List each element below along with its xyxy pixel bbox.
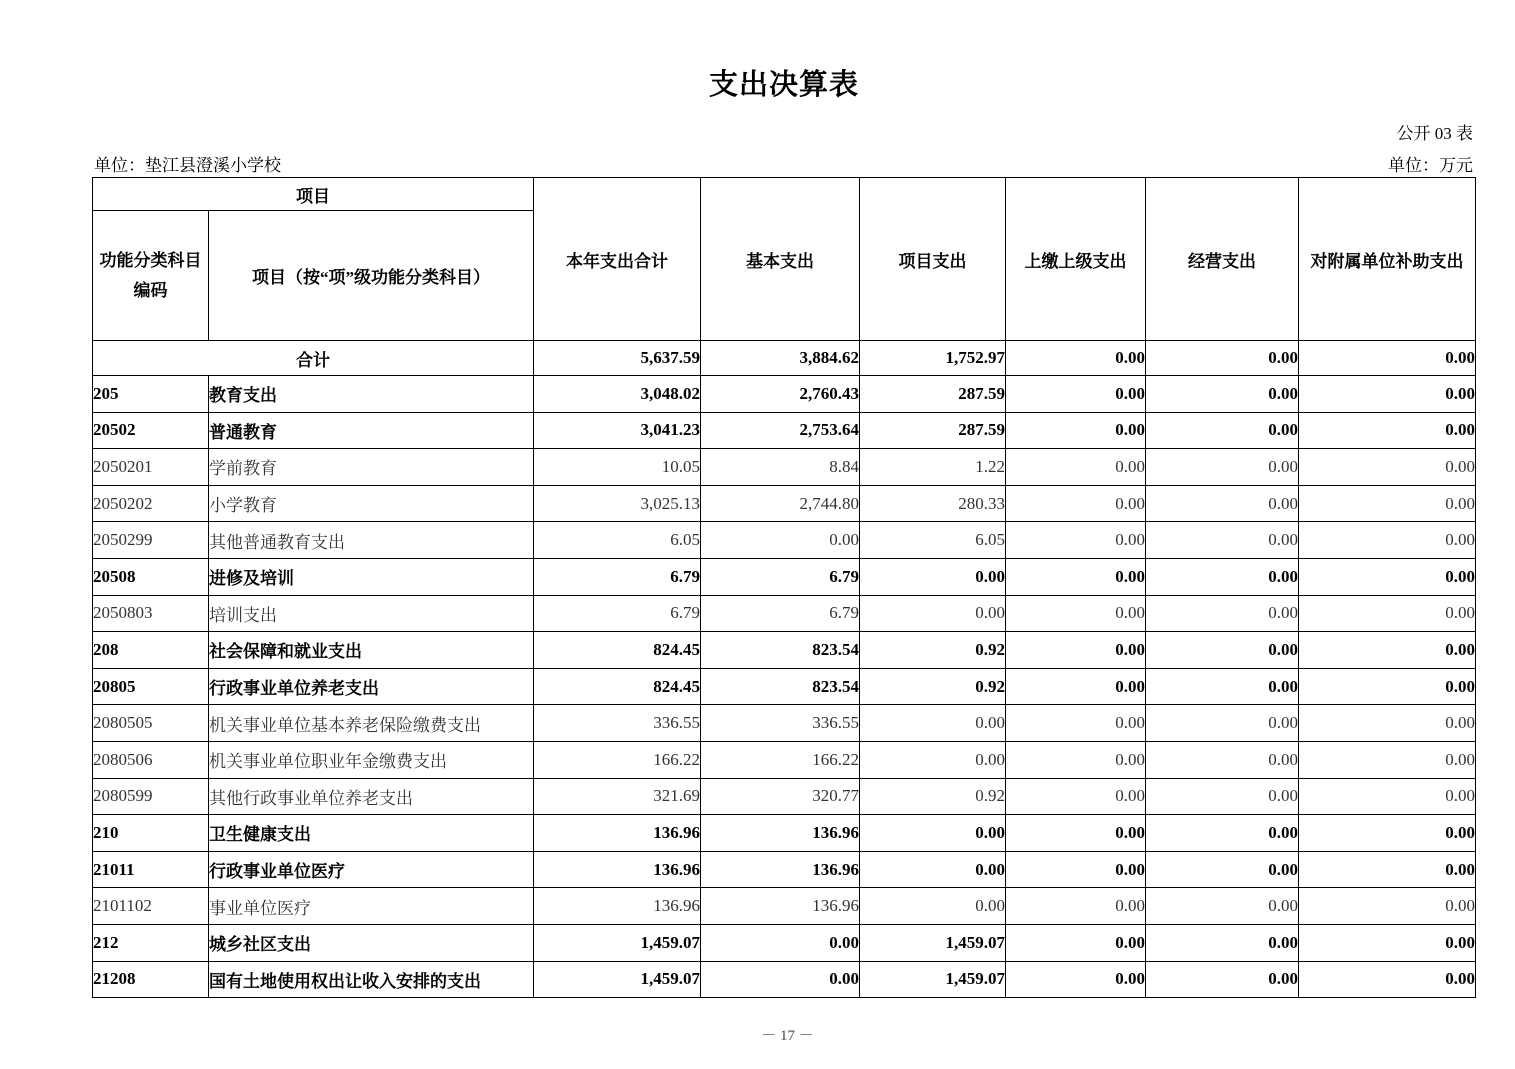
header-total: 本年支出合计 bbox=[534, 178, 701, 341]
row-value: 320.77 bbox=[701, 778, 860, 815]
row-value: 0.00 bbox=[1006, 778, 1146, 815]
row-value: 0.92 bbox=[860, 778, 1006, 815]
header-name: 项目（按“项”级功能分类科目） bbox=[209, 211, 534, 341]
row-value: 0.00 bbox=[1146, 778, 1299, 815]
row-value: 0.00 bbox=[860, 558, 1006, 595]
row-value: 0.00 bbox=[1006, 595, 1146, 632]
unit-name: 单位：垫江县澄溪小学校 bbox=[94, 156, 281, 175]
row-value: 0.00 bbox=[1146, 851, 1299, 888]
total-cell: 0.00 bbox=[1299, 341, 1476, 376]
row-code: 2080505 bbox=[93, 705, 209, 742]
page-title: 支出决算表 bbox=[708, 69, 859, 101]
row-name: 普通教育 bbox=[209, 412, 534, 449]
row-value: 0.00 bbox=[1299, 412, 1476, 449]
row-value: 336.55 bbox=[534, 705, 701, 742]
row-code: 2080506 bbox=[93, 741, 209, 778]
row-value: 1.22 bbox=[860, 449, 1006, 486]
row-value: 0.00 bbox=[1299, 632, 1476, 669]
table-row bbox=[93, 412, 1476, 449]
total-label: 合计 bbox=[93, 341, 534, 376]
row-value: 3,025.13 bbox=[534, 485, 701, 522]
row-name: 进修及培训 bbox=[209, 558, 534, 595]
row-value: 0.00 bbox=[1299, 924, 1476, 961]
row-name: 社会保障和就业支出 bbox=[209, 632, 534, 669]
row-value: 1,459.07 bbox=[534, 961, 701, 998]
table-row bbox=[93, 449, 1476, 486]
header-upper: 上缴上级支出 bbox=[1006, 178, 1146, 341]
row-value: 0.00 bbox=[860, 595, 1006, 632]
row-value: 0.00 bbox=[1006, 485, 1146, 522]
row-value: 0.00 bbox=[1006, 961, 1146, 998]
row-name: 机关事业单位基本养老保险缴费支出 bbox=[209, 705, 534, 742]
row-code: 2050201 bbox=[93, 449, 209, 486]
row-value: 136.96 bbox=[534, 851, 701, 888]
row-value: 0.00 bbox=[1006, 924, 1146, 961]
row-code: 20502 bbox=[93, 412, 209, 449]
row-value: 3,048.02 bbox=[534, 376, 701, 413]
header-project: 项目 bbox=[93, 178, 534, 211]
row-value: 0.00 bbox=[1006, 632, 1146, 669]
row-value: 0.00 bbox=[1146, 595, 1299, 632]
row-value: 0.00 bbox=[1299, 668, 1476, 705]
row-name: 机关事业单位职业年金缴费支出 bbox=[209, 741, 534, 778]
row-value: 0.00 bbox=[701, 924, 860, 961]
row-value: 0.00 bbox=[1006, 851, 1146, 888]
row-value: 0.00 bbox=[1146, 961, 1299, 998]
row-value: 0.00 bbox=[1146, 705, 1299, 742]
table-row bbox=[93, 595, 1476, 632]
row-code: 210 bbox=[93, 815, 209, 852]
row-value: 0.00 bbox=[1146, 815, 1299, 852]
header-basic: 基本支出 bbox=[701, 178, 860, 341]
row-value: 0.00 bbox=[1299, 522, 1476, 559]
row-value: 0.00 bbox=[1006, 449, 1146, 486]
table-row bbox=[93, 778, 1476, 815]
row-code: 2050202 bbox=[93, 485, 209, 522]
table-row bbox=[93, 815, 1476, 852]
row-value: 0.00 bbox=[1299, 376, 1476, 413]
row-name: 城乡社区支出 bbox=[209, 924, 534, 961]
table-row bbox=[93, 522, 1476, 559]
header-code: 功能分类科目编码 bbox=[93, 211, 209, 341]
row-value: 6.79 bbox=[701, 595, 860, 632]
row-name: 行政事业单位养老支出 bbox=[209, 668, 534, 705]
table-row bbox=[93, 741, 1476, 778]
row-value: 0.00 bbox=[1299, 778, 1476, 815]
row-name: 事业单位医疗 bbox=[209, 888, 534, 925]
row-value: 0.00 bbox=[1146, 668, 1299, 705]
row-name: 培训支出 bbox=[209, 595, 534, 632]
row-value: 0.00 bbox=[1006, 376, 1146, 413]
row-value: 0.00 bbox=[1299, 485, 1476, 522]
row-value: 136.96 bbox=[701, 851, 860, 888]
table-row bbox=[93, 668, 1476, 705]
row-value: 6.79 bbox=[701, 558, 860, 595]
row-value: 166.22 bbox=[534, 741, 701, 778]
expenditure-table bbox=[92, 177, 1476, 998]
row-code: 212 bbox=[93, 924, 209, 961]
row-value: 0.00 bbox=[701, 961, 860, 998]
row-value: 0.00 bbox=[1006, 705, 1146, 742]
row-value: 287.59 bbox=[860, 412, 1006, 449]
row-value: 166.22 bbox=[701, 741, 860, 778]
row-value: 6.05 bbox=[534, 522, 701, 559]
row-value: 0.00 bbox=[860, 705, 1006, 742]
row-value: 6.79 bbox=[534, 558, 701, 595]
row-value: 336.55 bbox=[701, 705, 860, 742]
row-value: 0.00 bbox=[860, 888, 1006, 925]
row-value: 823.54 bbox=[701, 632, 860, 669]
row-value: 0.00 bbox=[860, 741, 1006, 778]
row-value: 6.05 bbox=[860, 522, 1006, 559]
row-value: 8.84 bbox=[701, 449, 860, 486]
row-value: 0.00 bbox=[1299, 449, 1476, 486]
total-cell: 0.00 bbox=[1006, 341, 1146, 376]
row-value: 280.33 bbox=[860, 485, 1006, 522]
row-value: 3,041.23 bbox=[534, 412, 701, 449]
row-value: 823.54 bbox=[701, 668, 860, 705]
row-code: 21208 bbox=[93, 961, 209, 998]
row-value: 0.92 bbox=[860, 632, 1006, 669]
row-value: 0.00 bbox=[701, 522, 860, 559]
table-row bbox=[93, 851, 1476, 888]
header-operating: 经营支出 bbox=[1146, 178, 1299, 341]
form-number: 公开 03 表 bbox=[1396, 124, 1473, 143]
row-code: 2080599 bbox=[93, 778, 209, 815]
row-name: 其他普通教育支出 bbox=[209, 522, 534, 559]
row-value: 0.00 bbox=[1146, 558, 1299, 595]
row-name: 其他行政事业单位养老支出 bbox=[209, 778, 534, 815]
table-row bbox=[93, 888, 1476, 925]
row-value: 136.96 bbox=[534, 815, 701, 852]
row-value: 0.00 bbox=[1299, 851, 1476, 888]
currency-unit: 单位：万元 bbox=[1388, 156, 1473, 175]
row-code: 205 bbox=[93, 376, 209, 413]
row-value: 0.00 bbox=[1006, 741, 1146, 778]
row-value: 0.00 bbox=[1299, 705, 1476, 742]
row-value: 0.00 bbox=[1146, 522, 1299, 559]
row-value: 0.00 bbox=[1146, 888, 1299, 925]
table-row bbox=[93, 924, 1476, 961]
total-cell: 3,884.62 bbox=[701, 341, 860, 376]
row-value: 0.00 bbox=[1146, 376, 1299, 413]
table-row bbox=[93, 485, 1476, 522]
row-code: 20805 bbox=[93, 668, 209, 705]
row-code: 2050803 bbox=[93, 595, 209, 632]
row-value: 0.00 bbox=[1299, 888, 1476, 925]
row-value: 1,459.07 bbox=[534, 924, 701, 961]
total-cell: 5,637.59 bbox=[534, 341, 701, 376]
row-name: 国有土地使用权出让收入安排的支出 bbox=[209, 961, 534, 998]
row-value: 0.00 bbox=[1006, 668, 1146, 705]
row-value: 10.05 bbox=[534, 449, 701, 486]
total-cell: 0.00 bbox=[1146, 341, 1299, 376]
row-value: 0.00 bbox=[1299, 961, 1476, 998]
row-value: 2,744.80 bbox=[701, 485, 860, 522]
row-value: 2,753.64 bbox=[701, 412, 860, 449]
row-value: 6.79 bbox=[534, 595, 701, 632]
row-name: 教育支出 bbox=[209, 376, 534, 413]
row-value: 321.69 bbox=[534, 778, 701, 815]
row-value: 0.00 bbox=[1006, 522, 1146, 559]
row-value: 0.00 bbox=[1146, 632, 1299, 669]
row-value: 287.59 bbox=[860, 376, 1006, 413]
row-code: 20508 bbox=[93, 558, 209, 595]
row-value: 2,760.43 bbox=[701, 376, 860, 413]
row-value: 824.45 bbox=[534, 668, 701, 705]
row-code: 2101102 bbox=[93, 888, 209, 925]
row-value: 0.00 bbox=[1299, 815, 1476, 852]
row-value: 0.00 bbox=[1299, 741, 1476, 778]
row-value: 0.00 bbox=[860, 851, 1006, 888]
row-name: 小学教育 bbox=[209, 485, 534, 522]
row-value: 0.00 bbox=[1006, 412, 1146, 449]
row-value: 1,459.07 bbox=[860, 924, 1006, 961]
row-value: 0.92 bbox=[860, 668, 1006, 705]
table-row bbox=[93, 705, 1476, 742]
total-cell: 1,752.97 bbox=[860, 341, 1006, 376]
header-subsidy: 对附属单位补助支出 bbox=[1299, 178, 1476, 341]
row-name: 卫生健康支出 bbox=[209, 815, 534, 852]
row-value: 0.00 bbox=[1146, 449, 1299, 486]
row-name: 学前教育 bbox=[209, 449, 534, 486]
row-code: 2050299 bbox=[93, 522, 209, 559]
row-code: 21011 bbox=[93, 851, 209, 888]
row-value: 136.96 bbox=[701, 815, 860, 852]
row-value: 0.00 bbox=[1006, 888, 1146, 925]
row-value: 0.00 bbox=[1146, 412, 1299, 449]
row-value: 0.00 bbox=[1146, 924, 1299, 961]
table-row bbox=[93, 961, 1476, 998]
row-value: 0.00 bbox=[1299, 558, 1476, 595]
row-value: 136.96 bbox=[534, 888, 701, 925]
row-value: 0.00 bbox=[860, 815, 1006, 852]
row-value: 0.00 bbox=[1299, 595, 1476, 632]
row-name: 行政事业单位医疗 bbox=[209, 851, 534, 888]
row-value: 824.45 bbox=[534, 632, 701, 669]
page-number: － 17 － bbox=[761, 1028, 814, 1044]
row-value: 0.00 bbox=[1146, 741, 1299, 778]
total-row bbox=[93, 341, 1476, 376]
header-project-expense: 项目支出 bbox=[860, 178, 1006, 341]
table-row bbox=[93, 632, 1476, 669]
table-row bbox=[93, 376, 1476, 413]
row-value: 136.96 bbox=[701, 888, 860, 925]
row-value: 0.00 bbox=[1146, 485, 1299, 522]
row-value: 1,459.07 bbox=[860, 961, 1006, 998]
row-value: 0.00 bbox=[1006, 558, 1146, 595]
row-value: 0.00 bbox=[1006, 815, 1146, 852]
row-code: 208 bbox=[93, 632, 209, 669]
table-row bbox=[93, 558, 1476, 595]
